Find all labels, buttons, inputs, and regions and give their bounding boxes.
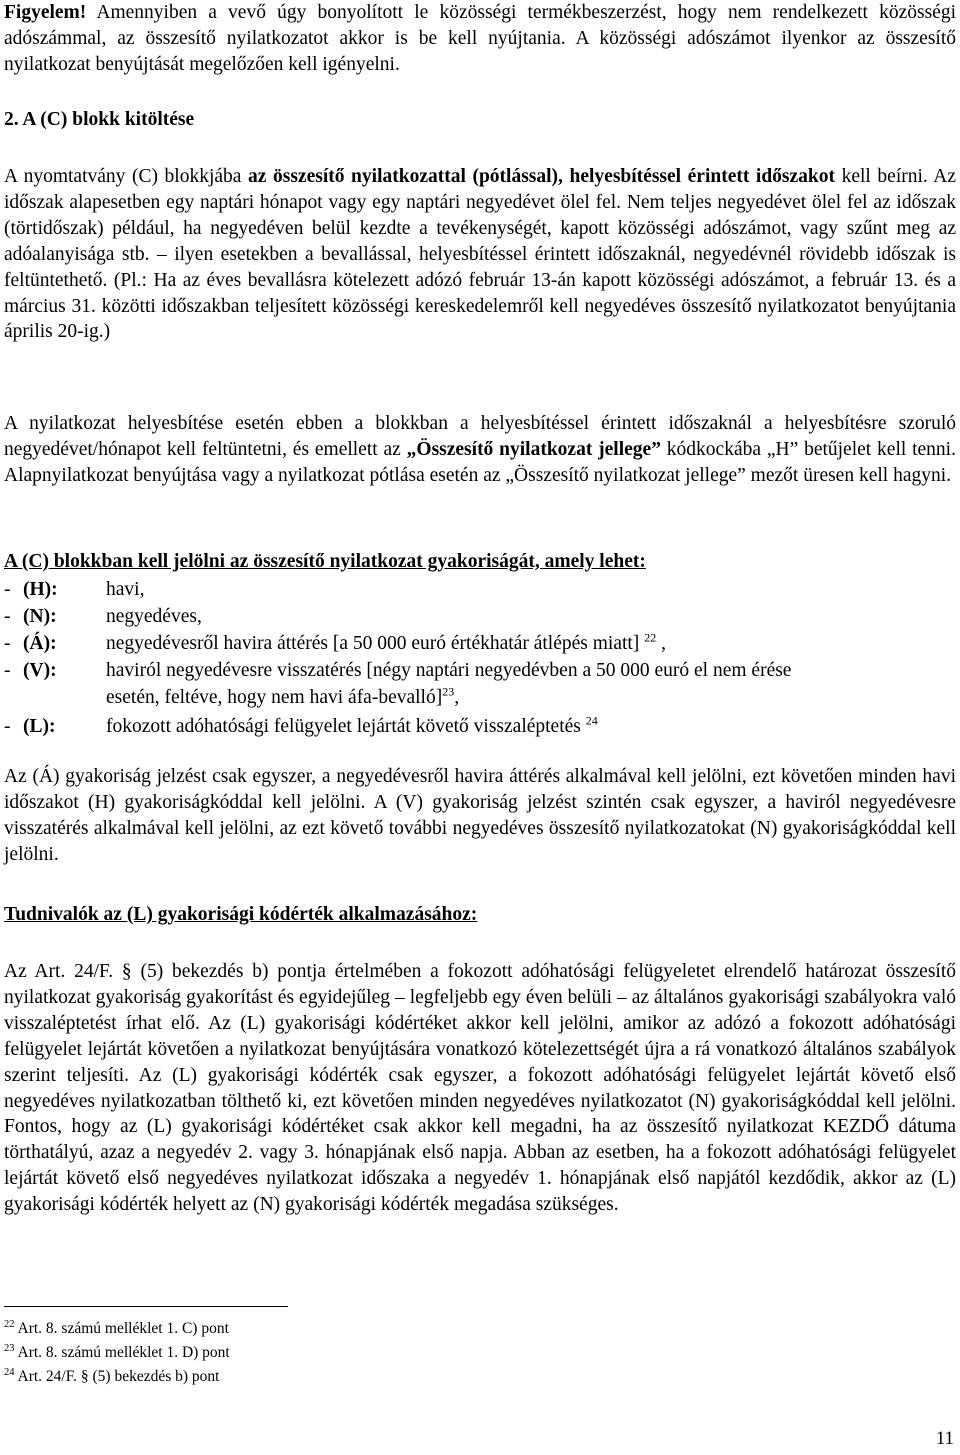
frequency-desc-tail: , <box>454 687 460 708</box>
notice-text: Amennyiben a vevő úgy bonyolított le közösségi termékbeszerzést, hogy nem rendelkezett közösségi adószámmal, az összesítő nyilatkozatot akkor is be kell nyújtania. A közösségi adószámot ilyenkor az összesítő nyilatkozat benyújtását megelőzően kell igényelni. <box>4 2 956 75</box>
footnote-divider <box>4 1306 288 1307</box>
frequency-desc <box>106 630 956 657</box>
para2-bold: „Összesítő nyilatkozat jellege” <box>406 438 661 460</box>
section-heading: 2. A (C) blokk kitöltése <box>4 109 195 130</box>
l-code-heading-text: Tudnivalók az (L) gyakorisági kódérték alkalmazásához: <box>4 904 478 925</box>
frequency-desc-text: negyedévesről havira áttérés [a 50 000 euró értékhatár átlépés miatt] <box>106 633 640 654</box>
frequency-code: (V): <box>23 660 57 681</box>
frequency-desc-text: fokozott adóhatósági felügyelet lejártát követő visszaléptetés <box>106 716 581 737</box>
footnote <box>4 1366 219 1388</box>
paragraph-frequency-notes: Az (Á) gyakoriság jelzést csak egyszer, a negyedévesről havira áttérés alkalmával kell jelölni, ezt követően minden havi időszakot (H) gyakoriságkóddal kell jelölni. A (V) gyakoriság jelzést szintén csak egyszer, a haviról negyedévesre visszatérés alkalmával kell jelölni, az ezt követő további negyedéves összesítő nyilatkozatokat (N) gyakoriságkóddal kell jelölni. <box>4 766 956 865</box>
footnote-ref: 23 <box>442 684 455 699</box>
para1-text-c: kell beírni. Az időszak alapesetben egy naptári hónapot vagy egy naptári negyedévet ölel fel. Nem teljes negyedévet ölel fel az időszak (törtidőszak) például, ha negyedéven belül kezdte a tevékenységét, kapott közösségi adószámot, vagy szűnt meg az adóalanyisága stb. – ilyen esetekben a bevallással, helyesbítéssel érintett időszaknál, negyedévnél rövidebb időszak is feltüntethető. (Pl.: Ha az éves bevallásra kötelezett adózó február 13-án kapott közösségi adószámot, a február 13. és a március 31. közötti időszakban teljesített közösségi kereskedelemről kell negyedéves összesítő nyilatkozatot benyújtania április 20-ig.) <box>4 166 957 343</box>
frequency-desc <box>106 713 956 740</box>
frequency-desc <box>106 657 956 684</box>
footnote-number: 23 <box>4 1342 15 1354</box>
frequency-heading <box>4 549 646 575</box>
paragraph-l-code: Az Art. 24/F. § (5) bekezdés b) pontja értelmében a fokozott adóhatósági felügyeletet elrendelő határozat összesítő nyilatkozat gyakoriság gyakorítást és egyidejűleg – legfeljebb egy éven belüli – az általános gyakorisági szabályokra való visszaléptetést írhat elő. Az (L) gyakorisági kódértéket akkor kell jelölni, amikor az adózó a fokozott adóhatósági felügyelet lejártát követően a nyilatkozat benyújtására vonatkozó kötelezettségét újra a rá vonatkozó általános szabályok szerint teljesíti. Az (L) gyakorisági kódérték csak egyszer, a fokozott adóhatósági felügyelet lejártát követő első negyedéves nyilatkozatban tölthető ki, ezt követően minden negyedéves nyilatkozatot (N) gyakoriságkóddal kell jelölni. Fontos, hogy az (L) gyakorisági kódértéket csak akkor kell megadni, ha az összesítő nyilatkozat KEZDŐ dátuma törthatályú, azaz a negyedév 2. vagy 3. hónapjának első napja. Abban az esetben, ha a fokozott adóhatósági felügyelet lejártát követő első negyedéves nyilatkozat időszaka a negyedév 1. hónapjának első napjától kezdődik, akkor az (L) gyakorisági kódérték helyett az (N) gyakorisági kódérték megadása szükséges. <box>4 961 956 1216</box>
notice-paragraph <box>4 0 956 78</box>
list-dash: - <box>4 633 11 654</box>
frequency-desc: negyedéves, <box>106 606 202 627</box>
footnote <box>4 1342 230 1364</box>
para1-bold: az összesítő nyilatkozattal (pótlással), helyesbítéssel érintett időszakot <box>248 166 836 187</box>
frequency-desc-line1: haviról negyedévesre visszatérés [négy naptári negyedévben a 50 000 euró el nem érése <box>106 660 792 681</box>
footnote-text: Art. 8. számú melléklet 1. D) pont <box>14 1344 230 1361</box>
footnote-ref: 22 <box>644 630 657 645</box>
frequency-code: (Á): <box>23 633 57 654</box>
footnote-number: 22 <box>4 1318 15 1330</box>
footnote-ref: 24 <box>585 713 598 728</box>
footnote-number: 24 <box>4 1366 15 1378</box>
frequency-code: (H): <box>23 579 58 600</box>
notice-label: Figyelem! <box>4 2 87 23</box>
page-number: 11 <box>935 1428 954 1449</box>
footnote-text: Art. 24/F. § (5) bekezdés b) pont <box>14 1368 220 1385</box>
list-dash: - <box>4 716 11 737</box>
list-dash: - <box>4 606 11 627</box>
frequency-heading-text: A (C) blokkban kell jelölni az összesítő nyilatkozat gyakoriságát, amely lehet: <box>4 551 646 572</box>
para2-text-a: A nyilatkozat helyesbítése esetén ebben a blokkban a helyesbítéssel érintett időszaknál a helyesbítésre szoruló negyedévet/hónapot kell feltüntetni, és emellett az <box>4 413 956 460</box>
paragraph-c-block <box>4 164 956 345</box>
list-dash: - <box>4 579 11 600</box>
footnote <box>4 1318 229 1340</box>
frequency-desc-line2: esetén, feltéve, hogy nem havi áfa-bevalló] <box>106 687 443 708</box>
para1-text-a: A nyomtatvány (C) blokkjába <box>4 166 249 187</box>
para2-text-c: kódkockába „H” betűjelet kell tenni. Alapnyilatkozat benyújtása vagy a nyilatkozat pótlása esetén az „Összesítő nyilatkozat jellege” mezőt üresen kell hagyni. <box>4 438 956 486</box>
frequency-desc: havi, <box>106 579 145 600</box>
frequency-code: (N): <box>23 606 57 627</box>
footnote-text: Art. 8. számú melléklet 1. C) pont <box>14 1320 229 1337</box>
l-code-heading <box>4 902 477 928</box>
frequency-desc-cont <box>106 684 956 711</box>
frequency-code: (L): <box>23 716 56 737</box>
paragraph-correction <box>4 411 956 489</box>
list-dash: - <box>4 660 11 681</box>
frequency-desc-tail: , <box>656 633 666 654</box>
